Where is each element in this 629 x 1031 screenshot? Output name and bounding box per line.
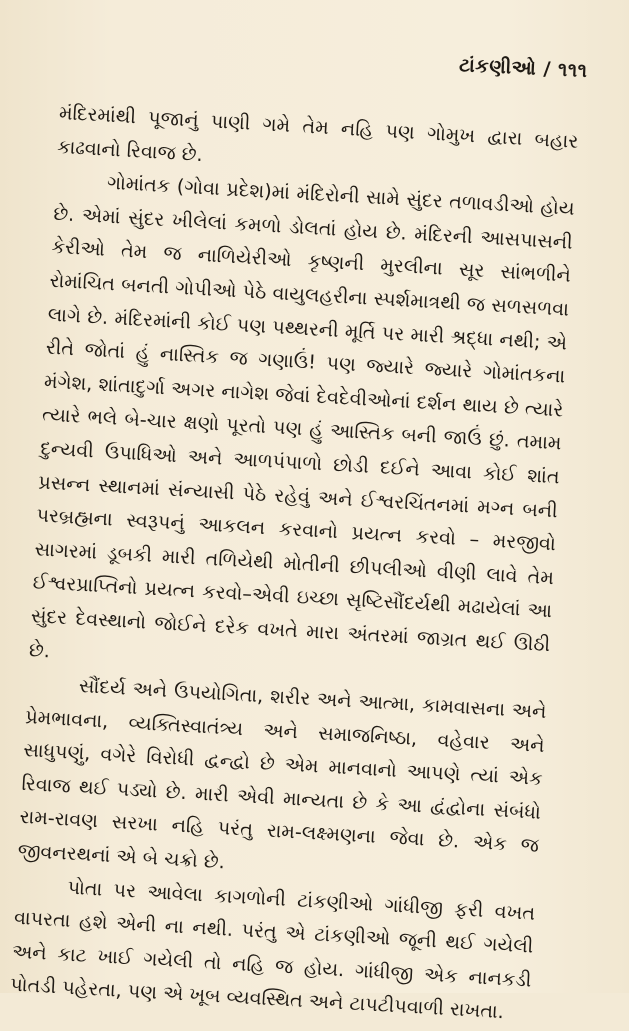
body-text: [9, 96, 579, 1031]
paragraph-2: ગોમાંતક (ગોવા પ્રદેશ)માં મંદિરોની સામે સુંદર તળાવડીઓ હોય છે. એમાં સુંદર ખીલેલાં કમળો ડોલતાં હોય છે. મંદિરની આસપાસની કેરીઓ તેમ જ નાળિયેરીઓ કૃષ્ણની મુરલીના સૂર સાંભળીને રોમાંચિત બનતી ગોપીઓ પેઠે વાયુલહરીના સ્પર્શમાત્રથી જ સળસળવા લાગે છે. મંદિરમાંની કોઈ પણ પથ્થરની મૂર્તિ પર મારી શ્રદ્ધા નથી; એ રીતે જોતાં હું નાસ્તિક જ ગણાઉં! પણ જ્યારે જ્યારે ગોમાંતકના મંગેશ, શાંતાદુર્ગા અગર નાગેશ જેવાં દેવદેવીઓનાં દર્શન થાય છે ત્યારે ત્યારે ભલે બે-ચાર ક્ષણો પૂરતો પણ હું આસ્તિક બની જાઉં છું. તમામ દુન્યવી ઉપાધિઓ અને આળપંપાળો છોડી દઈને આવા કોઈ શાંત પ્રસન્ન સ્થાનમાં સંન્યાસી પેઠે રહેવું અને ઈશ્વરચિંતનમાં મગ્ન બની પરબ્રહ્મના સ્વરૂપનું આકલન કરવાનો પ્રયત્ન કરવો – મરજીવો સાગરમાં ડૂબકી મારી તળિયેથી મોતીની છીપલીઓ વીણી લાવે તેમ ઈશ્વરપ્રાપ્તિનો પ્રયત્ન કરવો–એવી ઇચ્છા સૃષ્ટિસૌંદર્યથી મઢાયેલાં આ સુંદર દેવસ્થાનો જોઈને દરેક વખતે મારા અંતરમાં જાગ્રત થઈ ઊઠી છે.: [28, 170, 576, 662]
paragraph-3: સૌંદર્ય અને ઉપયોગિતા, શરીર અને આત્મા, કામવાસના અને પ્રેમભાવના, વ્યક્તિસ્વાતંત્ર્ય અને સમાજનિષ્ઠા, વહેવાર અને સાધુપણું, વગેરે વિરોધી દ્વન્દ્વો છે એમ માનવાનો આપણે ત્યાં એક રિવાજ થઈ પડ્યો છે. મારી એવી માન્યતા છે કે આ દ્વંદ્વોના સંબંધો રામ-રાવણ સરખા નહિ પરંતુ રામ-લક્ષ્મણના જેવા છે. એક જ જીવનરથનાં એ બે ચક્રો છે.: [17, 674, 548, 874]
paragraph-4: પોતા પર આવેલા કાગળોની ટાંકણીઓ ગાંધીજી ફરી વખત વાપરતા હશે એની ના નથી. પરંતુ એ ટાંકણીઓ જૂની થઈ ગયેલી અને કાટ ખાઈ ગયેલી તો નહિ જ હોય. ગાંધીજી એક નાનકડી પોતડી પહેરતા, પણ એ ખૂબ વ્યવસ્થિત અને ટાપટીપવાળી રાખતા.: [9, 875, 536, 1024]
page-number: ૧૧૧: [557, 58, 588, 82]
header-separator: /: [542, 58, 551, 81]
paragraph-1: મંદિરમાંથી પૂજાનું પાણી ગમે તેમ નહિ પણ ગોમુખ દ્વારા બહાર કાઢવાનો રિવાજ છે.: [56, 100, 579, 166]
running-title: ટાંકણીઓ: [458, 54, 537, 80]
running-header: [458, 54, 587, 82]
